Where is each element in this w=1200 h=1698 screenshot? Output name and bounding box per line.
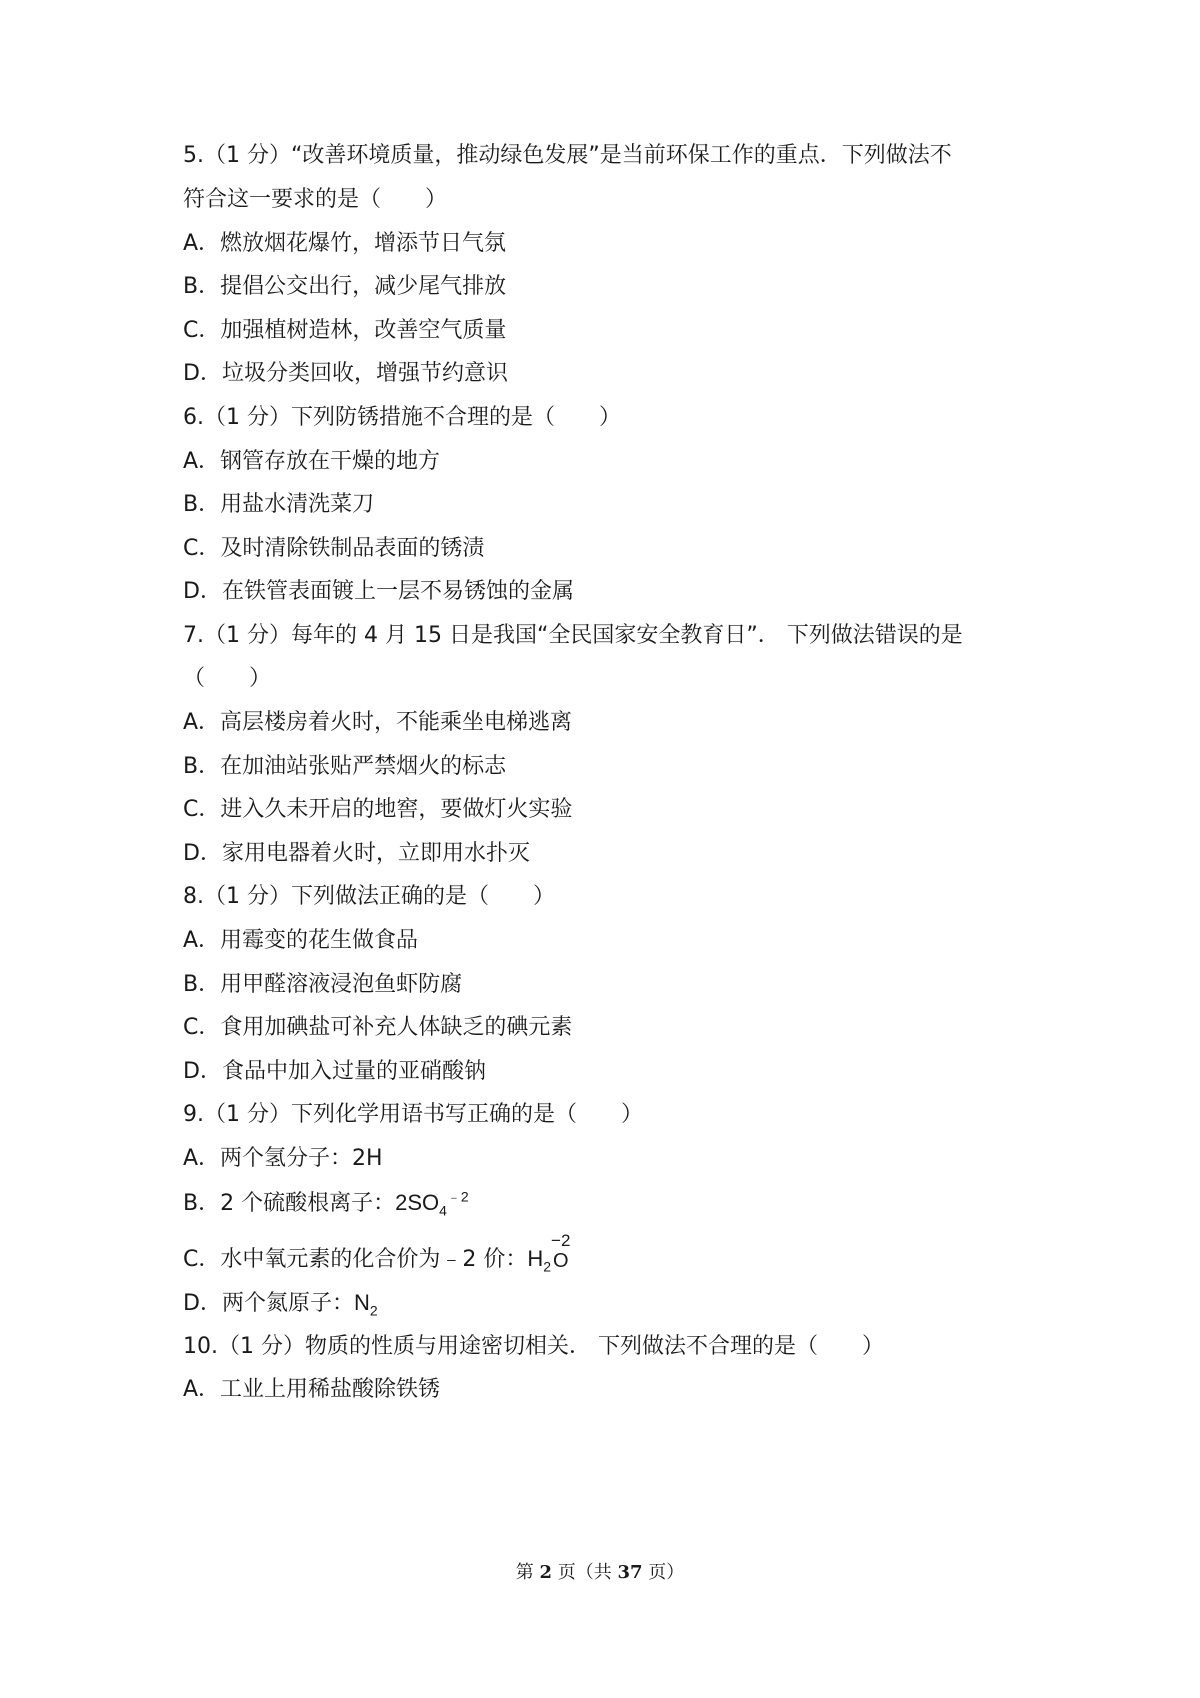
q5-stem-line2: 符合这一要求的是（ ） <box>183 187 448 212</box>
q5-option-b: B．提倡公交出行，减少尾气排放 <box>183 274 507 299</box>
q5-option-d: D．垃圾分类回收，增强节约意识 <box>183 361 508 386</box>
q8-option-c: C．食用加碘盐可补充人体缺乏的碘元素 <box>183 1015 573 1040</box>
oxygen-valence: −2 O <box>551 1231 571 1272</box>
q6-option-a: A．钢管存放在干燥的地方 <box>183 449 441 474</box>
nitrogen-formula: $N_2$ <box>353 1290 378 1319</box>
water-valence-formula: $H_2$ −2 O <box>527 1231 571 1275</box>
q9-option-b <box>183 1188 1063 1219</box>
q5-stem-line1: 5.（1 分）“改善环境质量，推动绿色发展”是当前环保工作的重点．下列做法不 <box>183 143 952 168</box>
q6-option-b: B．用盐水清洗菜刀 <box>183 492 375 517</box>
q8-stem: 8.（1 分）下列做法正确的是（ ） <box>183 884 555 909</box>
q6-stem: 6.（1 分）下列防锈措施不合理的是（ ） <box>183 405 621 430</box>
q10-option-a: A．工业上用稀盐酸除铁锈 <box>183 1377 441 1402</box>
q9-option-b-text: B．2 个硫酸根离子： <box>183 1191 396 1216</box>
page-number: 2 <box>539 1562 552 1583</box>
q6-option-c: C．及时清除铁制品表面的锈渍 <box>183 536 485 561</box>
q7-stem-line2: （ ） <box>183 666 272 691</box>
sulfate-formula: $2SO_4^{﹣2}$ <box>395 1188 469 1219</box>
q9-option-a: A．两个氢分子：2H <box>183 1146 383 1171</box>
q9-stem: 9.（1 分）下列化学用语书写正确的是（ ） <box>183 1102 643 1127</box>
q8-option-a: A．用霉变的花生做食品 <box>183 928 419 953</box>
q5-option-c: C．加强植树造林，改善空气质量 <box>183 318 507 343</box>
q9-option-c <box>183 1231 1063 1275</box>
q6-option-d: D．在铁管表面镀上一层不易锈蚀的金属 <box>183 579 574 604</box>
q7-stem-line1: 7.（1 分）每年的 4 月 15 日是我国“全民国家安全教育日”． 下列做法错误的是 <box>183 623 963 648</box>
q9-option-c-text: C．水中氧元素的化合价为﹣2 价： <box>183 1247 528 1272</box>
q7-option-b: B．在加油站张贴严禁烟火的标志 <box>183 754 507 779</box>
page-footer: 第 2 页（共 37 页） <box>515 1562 685 1583</box>
q8-option-b: B．用甲醛溶液浸泡鱼虾防腐 <box>183 972 463 997</box>
q7-option-a: A．高层楼房着火时，不能乘坐电梯逃离 <box>183 710 573 735</box>
q9-option-d-text: D．两个氮原子： <box>183 1291 354 1316</box>
q9-option-d <box>183 1288 1063 1319</box>
q8-option-d: D．食品中加入过量的亚硝酸钠 <box>183 1059 486 1084</box>
q10-stem: 10.（1 分）物质的性质与用途密切相关． 下列做法不合理的是（ ） <box>183 1334 884 1359</box>
q7-option-c: C．进入久未开启的地窖，要做灯火实验 <box>183 797 573 822</box>
q7-option-d: D．家用电器着火时，立即用水扑灭 <box>183 841 530 866</box>
q5-option-a: A．燃放烟花爆竹，增添节日气氛 <box>183 231 507 256</box>
page-total: 37 <box>617 1562 643 1583</box>
